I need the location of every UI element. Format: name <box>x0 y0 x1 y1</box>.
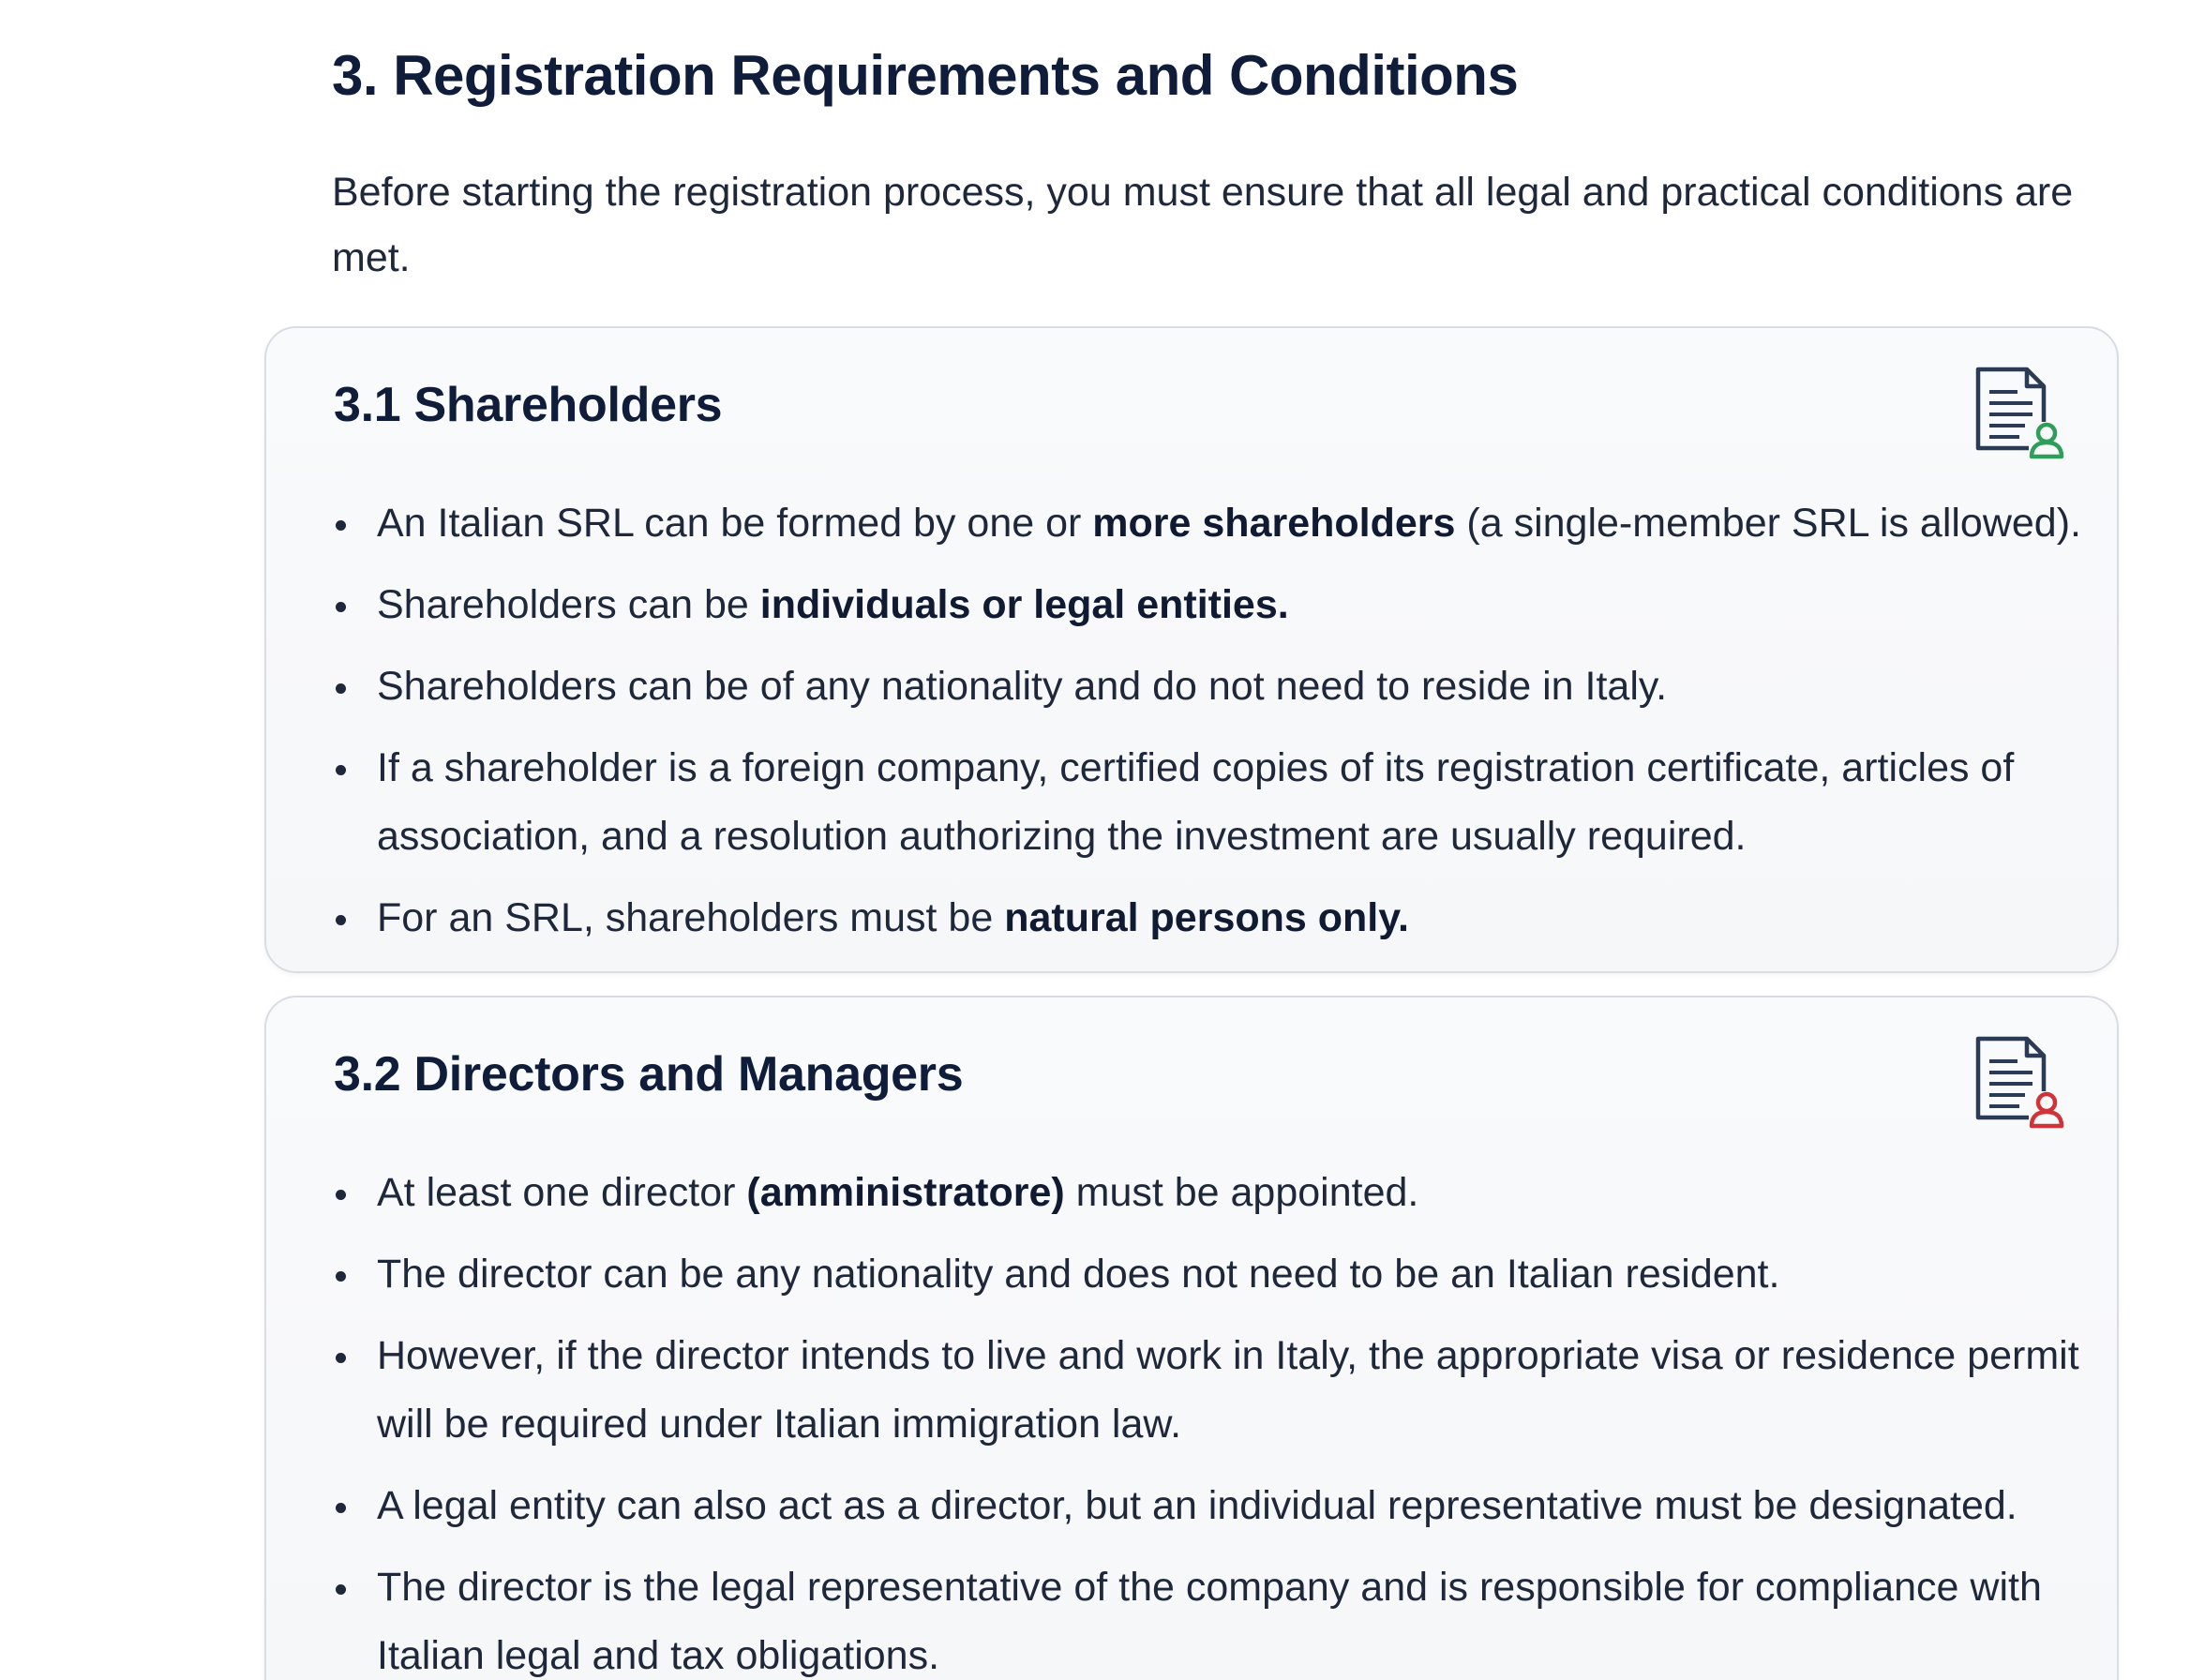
list-item: Shareholders can be of any nationality and do not need to reside in Italy. <box>334 652 2106 721</box>
list-item: A legal entity can also act as a director, but an individual representative must be designated. <box>334 1472 2124 1540</box>
directors-list <box>334 1159 2124 1680</box>
list-item: If a shareholder is a foreign company, certified copies of its registration certificate, articles of association, and a resolution authorizing the investment are usually required. <box>334 734 2106 871</box>
shareholders-list <box>334 489 2106 966</box>
list-item: The director can be any nationality and does not need to be an Italian resident. <box>334 1240 2124 1309</box>
directors-card <box>264 996 2119 1680</box>
section-intro: Before starting the registration process, you must ensure that all legal and practical conditions are met. <box>332 170 2074 280</box>
document-user-icon <box>1971 1033 2068 1131</box>
card-title: 3.2 Directors and Managers <box>334 1047 964 1102</box>
card-title: 3.1 Shareholders <box>334 378 723 432</box>
section-heading: 3. Registration Requirements and Conditions <box>332 44 1519 107</box>
document-user-icon <box>1971 364 2068 461</box>
list-item: An Italian SRL can be formed by one or more shareholders (a single-member SRL is allowed). <box>334 489 2106 558</box>
list-item: However, if the director intends to live and work in Italy, the appropriate visa or residence permit will be required under Italian immigration law. <box>334 1322 2124 1459</box>
list-item: For an SRL, shareholders must be natural persons only. <box>334 884 2106 952</box>
list-item: At least one director (amministratore) must be appointed. <box>334 1159 2124 1227</box>
list-item: Shareholders can be individuals or legal entities. <box>334 571 2106 639</box>
list-item: The director is the legal representative of the company and is responsible for compliance with Italian legal and tax obligations. <box>334 1553 2124 1680</box>
shareholders-card <box>264 326 2119 973</box>
